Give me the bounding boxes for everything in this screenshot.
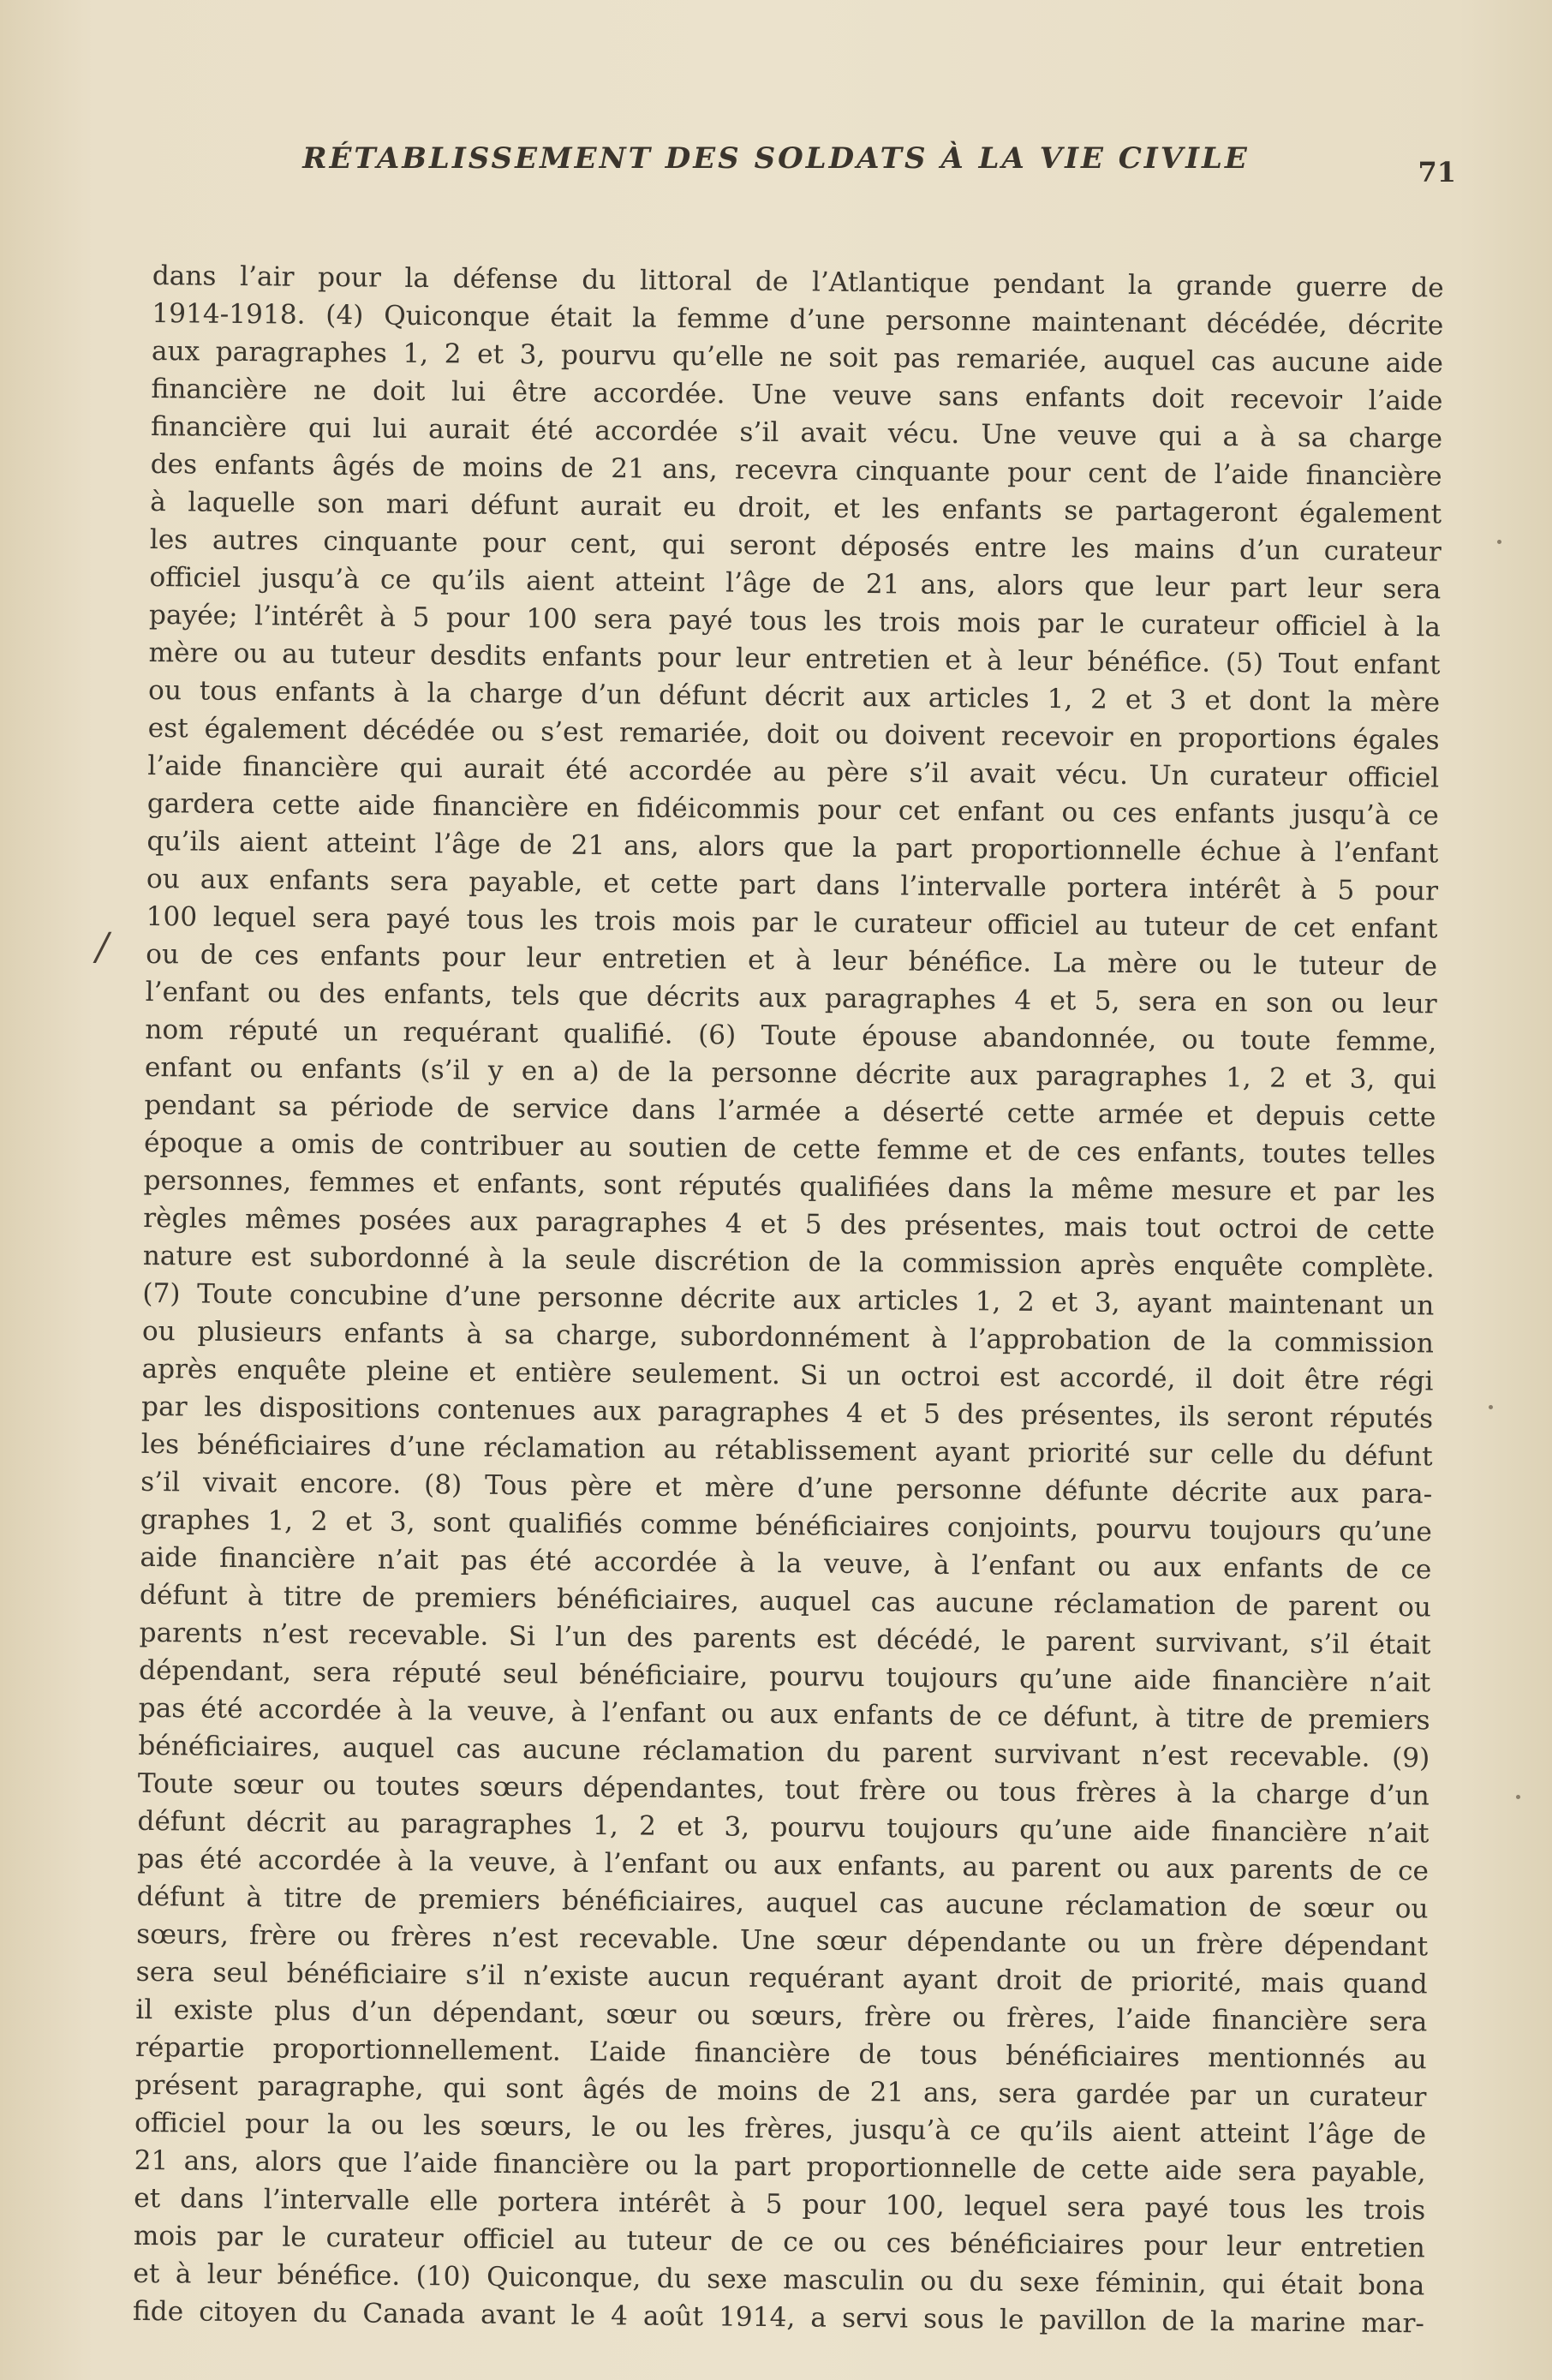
text-line: défunt à titre de premiers bénéficiaires, auquel cas aucune réclamation de parent ou [139,1579,1432,1624]
text-line: nature est subordonné à la seule discrétion de la commission après enquête complète. [142,1240,1435,1284]
text-line: présent paragraphe, qui sont âgés de moins de 21 ans, sera gardée par un curateur [134,2069,1427,2114]
text-line: règles mêmes posées aux paragraphes 4 et 5 des présentes, mais tout octroi de cette [143,1202,1436,1247]
speck-decoration [1489,1405,1493,1409]
text-line: financière qui lui aurait été accordée s’il avait vécu. Une veuve qui a à sa charge [150,410,1443,455]
text-line: parents n’est recevable. Si l’un des parents est décédé, le parent survivant, s’il était [139,1617,1431,1661]
text-line: est également décédée ou s’est remariée, doit ou doivent recevoir en proportions égales [147,712,1440,756]
text-line: ou aux enfants sera payable, et cette part dans l’intervalle portera intérêt à 5 pour [146,863,1439,907]
text-line: répartie proportionnellement. L’aide financière de tous bénéficiaires mentionnés au [134,2031,1428,2076]
text-line: financière ne doit lui être accordée. Une veuve sans enfants doit recevoir l’aide [151,373,1443,417]
text-line: Toute sœur ou toutes sœurs dépendantes, tout frère ou tous frères à la charge d’un [137,1767,1430,1812]
text-line: pendant sa période de service dans l’armée a déserté cette armée et depuis cette [144,1089,1436,1133]
text-line: mois par le curateur officiel au tuteur de ce ou ces bénéficiaires pour leur entretien [133,2220,1425,2264]
text-line: à laquelle son mari défunt aurait eu droit, et les enfants se partageront également [150,486,1442,530]
text-line: payée; l’intérêt à 5 pour 100 sera payé tous les trois mois par le curateur officiel à la [148,599,1442,643]
text-line: et à leur bénéfice. (10) Quiconque, du sexe masculin ou du sexe féminin, qui était bona [133,2257,1425,2302]
text-line: l’aide financière qui aurait été accordée au père s’il avait vécu. Un curateur officiel [147,750,1440,794]
text-line: pas été accordée à la veuve, à l’enfant ou aux enfants de ce défunt, à titre de premiers [138,1692,1430,1737]
text-line: ou plusieurs enfants à sa charge, subordonnément à l’approbation de la commission [141,1315,1435,1360]
speck-decoration [1516,1795,1520,1799]
text-line: aide financière n’ait pas été accordée à la veuve, à l’enfant ou aux enfants de ce [140,1541,1432,1586]
text-line: 100 lequel sera payé tous les trois mois par le curateur officiel au tuteur de cet enfant [146,900,1438,945]
text-line: graphes 1, 2 et 3, sont qualifiés comme bénéficiaires conjoints, pourvu toujours qu’une [140,1504,1432,1548]
text-line: personnes, femmes et enfants, sont réputés qualifiées dans la même mesure et par les [143,1164,1436,1209]
text-line: officiel pour la ou les sœurs, le ou les frères, jusqu’à ce qu’ils aient atteint l’âge de [134,2107,1427,2151]
text-line: l’enfant ou des enfants, tels que décrits aux paragraphes 4 et 5, sera en son ou leur [145,976,1437,1020]
text-line: il existe plus d’un dépendant, sœur ou sœurs, frère ou frères, l’aide financière sera [135,1994,1428,2038]
text-line: pas été accordée à la veuve, à l’enfant ou aux enfants, au parent ou aux parents de ce [136,1843,1430,1887]
text-line: enfant ou enfants (s’il y en a) de la personne décrite aux paragraphes 1, 2 et 3, qui [144,1051,1437,1096]
text-line: époque a omis de contribuer au soutien de cette femme et de ces enfants, toutes telles [143,1127,1436,1171]
text-line: 21 ans, alors que l’aide financière ou la part proportionnelle de cette aide sera payable, [134,2144,1426,2189]
text-line: défunt décrit au paragraphes 1, 2 et 3, pourvu toujours qu’une aide financière n’ait [137,1805,1430,1850]
text-line: aux paragraphes 1, 2 et 3, pourvu qu’elle ne soit pas remariée, auquel cas aucune aide [151,335,1444,380]
text-line: sera seul bénéficiaire s’il n’existe aucun requérant ayant droit de priorité, mais quand [135,1956,1428,2000]
margin-annotation-mark: / [96,925,109,969]
text-line: fide citoyen du Canada avant le 4 août 1914, a servi sous le pavillon de la marine mar- [132,2295,1425,2340]
text-line: dépendant, sera réputé seul bénéficiaire, pourvu toujours qu’une aide financière n’ait [138,1654,1431,1699]
text-line: ou de ces enfants pour leur entretien et à leur bénéfice. La mère ou le tuteur de [146,938,1438,983]
text-line: défunt à titre de premiers bénéficiaires, auquel cas aucune réclamation de sœur ou [136,1881,1429,1925]
text-line: officiel jusqu’à ce qu’ils aient atteint l’âge de 21 ans, alors que leur part leur sera [149,561,1442,606]
text-line: (7) Toute concubine d’une personne décrite aux articles 1, 2 et 3, ayant maintenant un [142,1277,1435,1322]
text-line: et dans l’intervalle elle portera intérêt à 5 pour 100, lequel sera payé tous les trois [134,2182,1426,2227]
text-line: 1914-1918. (4) Quiconque était la femme d’une personne maintenant décédée, décrite [152,297,1444,342]
text-line: les bénéficiaires d’une réclamation au rétablissement ayant priorité sur celle du défunt [140,1428,1433,1473]
text-line: des enfants âgés de moins de 21 ans, recevra cinquante pour cent de l’aide financière [150,448,1442,493]
page-number: 71 [1418,156,1456,188]
text-line: après enquête pleine et entière seulement. Si un octroi est accordé, il doit être régi [141,1353,1434,1397]
text-line: qu’ils aient atteint l’âge de 21 ans, alors que la part proportionnelle échue à l’enfant [146,825,1439,870]
text-line: s’il vivait encore. (8) Tous père et mère d’une personne défunte décrite aux para- [140,1466,1433,1510]
text-line: les autres cinquante pour cent, qui seront déposés entre les mains d’un curateur [149,523,1442,568]
body-paragraph [133,257,1444,2342]
text-line: mère ou au tuteur desdits enfants pour leur entretien et à leur bénéfice. (5) Tout enfant [148,637,1441,681]
speck-decoration [1497,540,1501,544]
text-line: ou tous enfants à la charge d’un défunt décrit aux articles 1, 2 et 3 et dont la mère [147,674,1441,719]
text-line: par les dispositions contenues aux paragraphes 4 et 5 des présentes, ils seront réputés [140,1390,1434,1435]
text-line: bénéficiaires, auquel cas aucune réclamation du parent survivant n’est recevable. (9) [138,1730,1430,1774]
text-line: sœurs, frère ou frères n’est recevable. Une sœur dépendante ou un frère dépendant [136,1918,1429,1963]
text-line: nom réputé un requérant qualifié. (6) Toute épouse abandonnée, ou toute femme, [145,1014,1437,1058]
text-line: dans l’air pour la défense du littoral de l’Atlantique pendant la grande guerre de [152,260,1444,304]
text-line: gardera cette aide financière en fidéicommis pour cet enfant ou ces enfants jusqu’à ce [146,787,1439,832]
running-header: RÉTABLISSEMENT DES SOLDATS À LA VIE CIVILE [302,141,1250,176]
